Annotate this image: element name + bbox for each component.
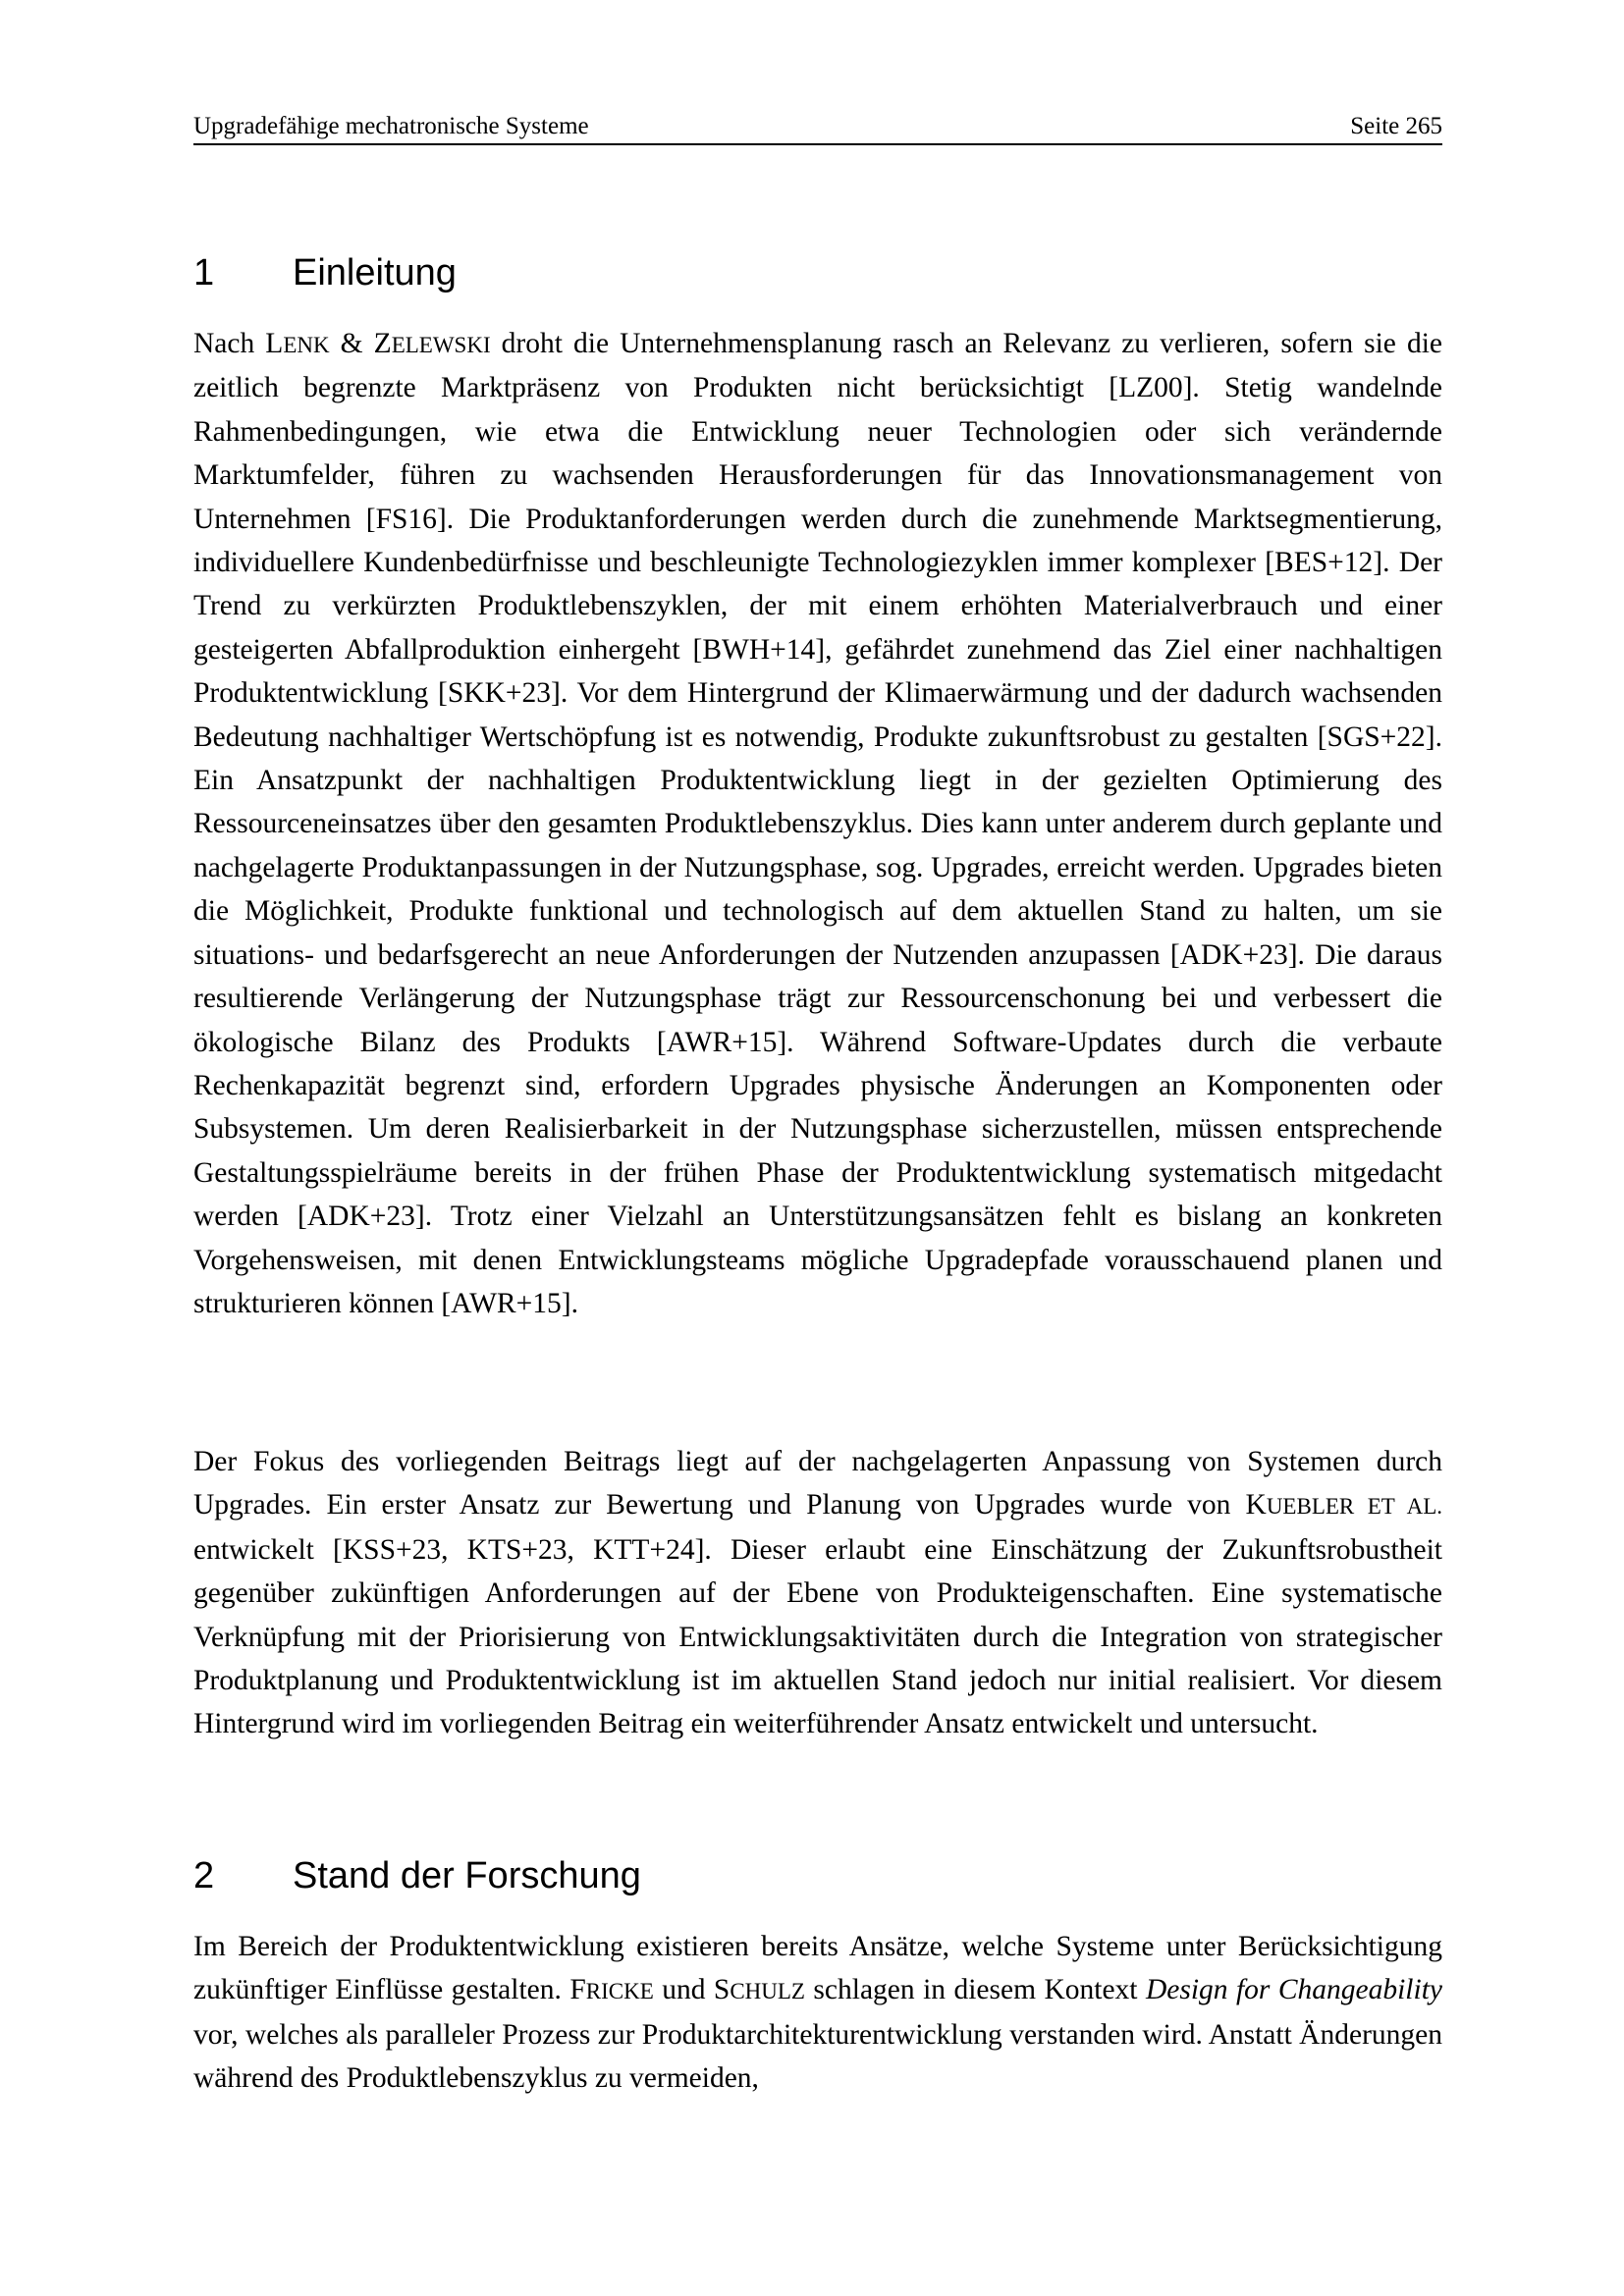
author-kuebler-initial: K — [1245, 1489, 1267, 1522]
author-zelewski-initial: Z — [373, 328, 392, 359]
section-number: 2 — [193, 1855, 215, 1896]
text-run: & — [329, 328, 374, 359]
author-kuebler: UEBLER ET AL. — [1266, 1493, 1442, 1520]
text-run: entwickelt [KSS+23, KTS+23, KTT+24]. Dieser erlaubt eine Einschätzung der Zukunftsrobustheit gegenüber zukünftigen Anforderungen auf der Ebene von Produkteigenschaften. Eine systematische Verknüpfung mit der Priorisierung von Entwicklungsaktivitäten durch die Integration von strategischer Produktplanung und Produktentwicklung ist im aktuellen Stand jedoch nur initial realisiert. Vor diesem Hintergrund wird im vorliegenden Beitrag ein weiterführender Ansatz entwickelt und untersucht. — [193, 1533, 1442, 1740]
term-design-for-changeability: Design for Changeability — [1145, 1974, 1442, 2006]
text-run: Im Bereich der Produktentwicklung existieren bereits Ansätze, welche Systeme unter Berücksichtigung zukünftiger Einflüsse gestalten. — [193, 1931, 1442, 2006]
paragraph-state-of-research — [193, 1925, 1442, 2101]
paragraph-intro — [193, 322, 1442, 1325]
text-run: und — [653, 1974, 714, 2006]
section-title: Stand der Forschung — [293, 1855, 641, 1896]
author-fricke-initial: F — [569, 1974, 586, 2006]
author-zelewski: ELEWSKI — [391, 332, 491, 357]
author-fricke: RICKE — [585, 1978, 654, 2004]
section-heading-einleitung — [193, 250, 1442, 295]
author-lenk-initial: L — [265, 328, 284, 359]
running-title: Upgradefähige mechatronische Systeme — [193, 113, 589, 139]
section-heading-stand-der-forschung — [193, 1853, 1442, 1898]
section-number: 1 — [193, 252, 215, 294]
section-title: Einleitung — [293, 252, 457, 294]
author-schulz-initial: S — [713, 1974, 731, 2006]
paragraph-focus — [193, 1440, 1442, 1746]
text-run: vor, welches als paralleler Prozess zur Produktarchitekturentwicklung verstanden wird. Anstatt Änderungen während des Produktlebenszyklus zu vermeiden, — [193, 2018, 1442, 2095]
text-run: Der Fokus des vorliegenden Beitrags liegt auf der nachgelagerten Anpassung von Systemen durch Upgrades. Ein erster Ansatz zur Bewertung und Planung von Upgrades wurde von — [193, 1446, 1442, 1522]
page-header — [193, 108, 1442, 145]
text-run: schlagen in diesem Kontext — [804, 1974, 1146, 2006]
author-lenk: ENK — [283, 332, 330, 357]
author-schulz: CHULZ — [730, 1978, 805, 2004]
text-run: Nach — [193, 328, 266, 359]
page-number: Seite 265 — [1350, 113, 1442, 139]
text-run: droht die Unternehmensplanung rasch an Relevanz zu verlieren, sofern sie die zeitlich begrenzte Marktpräsenz von Produkten nicht berücksichtigt [LZ00]. Stetig wandelnde Rahmenbedingungen, wie etwa die Entwicklung neuer Technologien oder sich verändernde Marktumfelder, führen zu wachsenden Herausforderungen für das Innovationsmanagement von Unternehmen [FS16]. Die Produktanforderungen werden durch die zunehmende Marktsegmentierung, individuellere Kundenbedürfnisse und beschleunigte Technologiezyklen immer komplexer [BES+12]. Der Trend zu verkürzten Produktlebenszyklen, der mit einem erhöhten Materialverbrauch und einer gesteigerten Abfallproduktion einhergeht [BWH+14], gefährdet zunehmend das Ziel einer nachhaltigen Produktentwicklung [SKK+23]. Vor dem Hintergrund der Klimaerwärmung und der dadurch wachsenden Bedeutung nachhaltiger Wertschöpfung ist es notwendig, Produkte zukunftsrobust zu gestalten [SGS+22]. Ein Ansatzpunkt der nachhaltigen Produktentwicklung liegt in der gezielten Optimierung des Ressourceneinsatzes über den gesamten Produktlebenszyklus. Dies kann unter anderem durch geplante und nachgelagerte Produktanpassungen in der Nutzungsphase, sog. Upgrades, erreicht werden. Upgrades bieten die Möglichkeit, Produkte funktional und technologisch auf dem aktuellen Stand zu halten, um sie situations- und bedarfsgerecht an neue Anforderungen der Nutzenden anzupassen [ADK+23]. Die daraus resultierende Verlängerung der Nutzungsphase trägt zur Ressourcenschonung bei und verbessert die ökologische Bilanz des Produkts [AWR+15]. Während Software-Updates durch die verbaute Rechenkapazität begrenzt sind, erfordern Upgrades physische Änderungen an Komponenten oder Subsystemen. Um deren Realisierbarkeit in der Nutzungsphase sicherzustellen, müssen entsprechende Gestaltungsspielräume bereits in der frühen Phase der Produktentwicklung systematisch mitgedacht werden [ADK+23]. Trotz einer Vielzahl an Unterstützungsansätzen fehlt es bislang an konkreten Vorgehensweisen, mit denen Entwicklungsteams mögliche Upgradepfade vorausschauend planen und strukturieren können [AWR+15]. — [193, 328, 1442, 1319]
